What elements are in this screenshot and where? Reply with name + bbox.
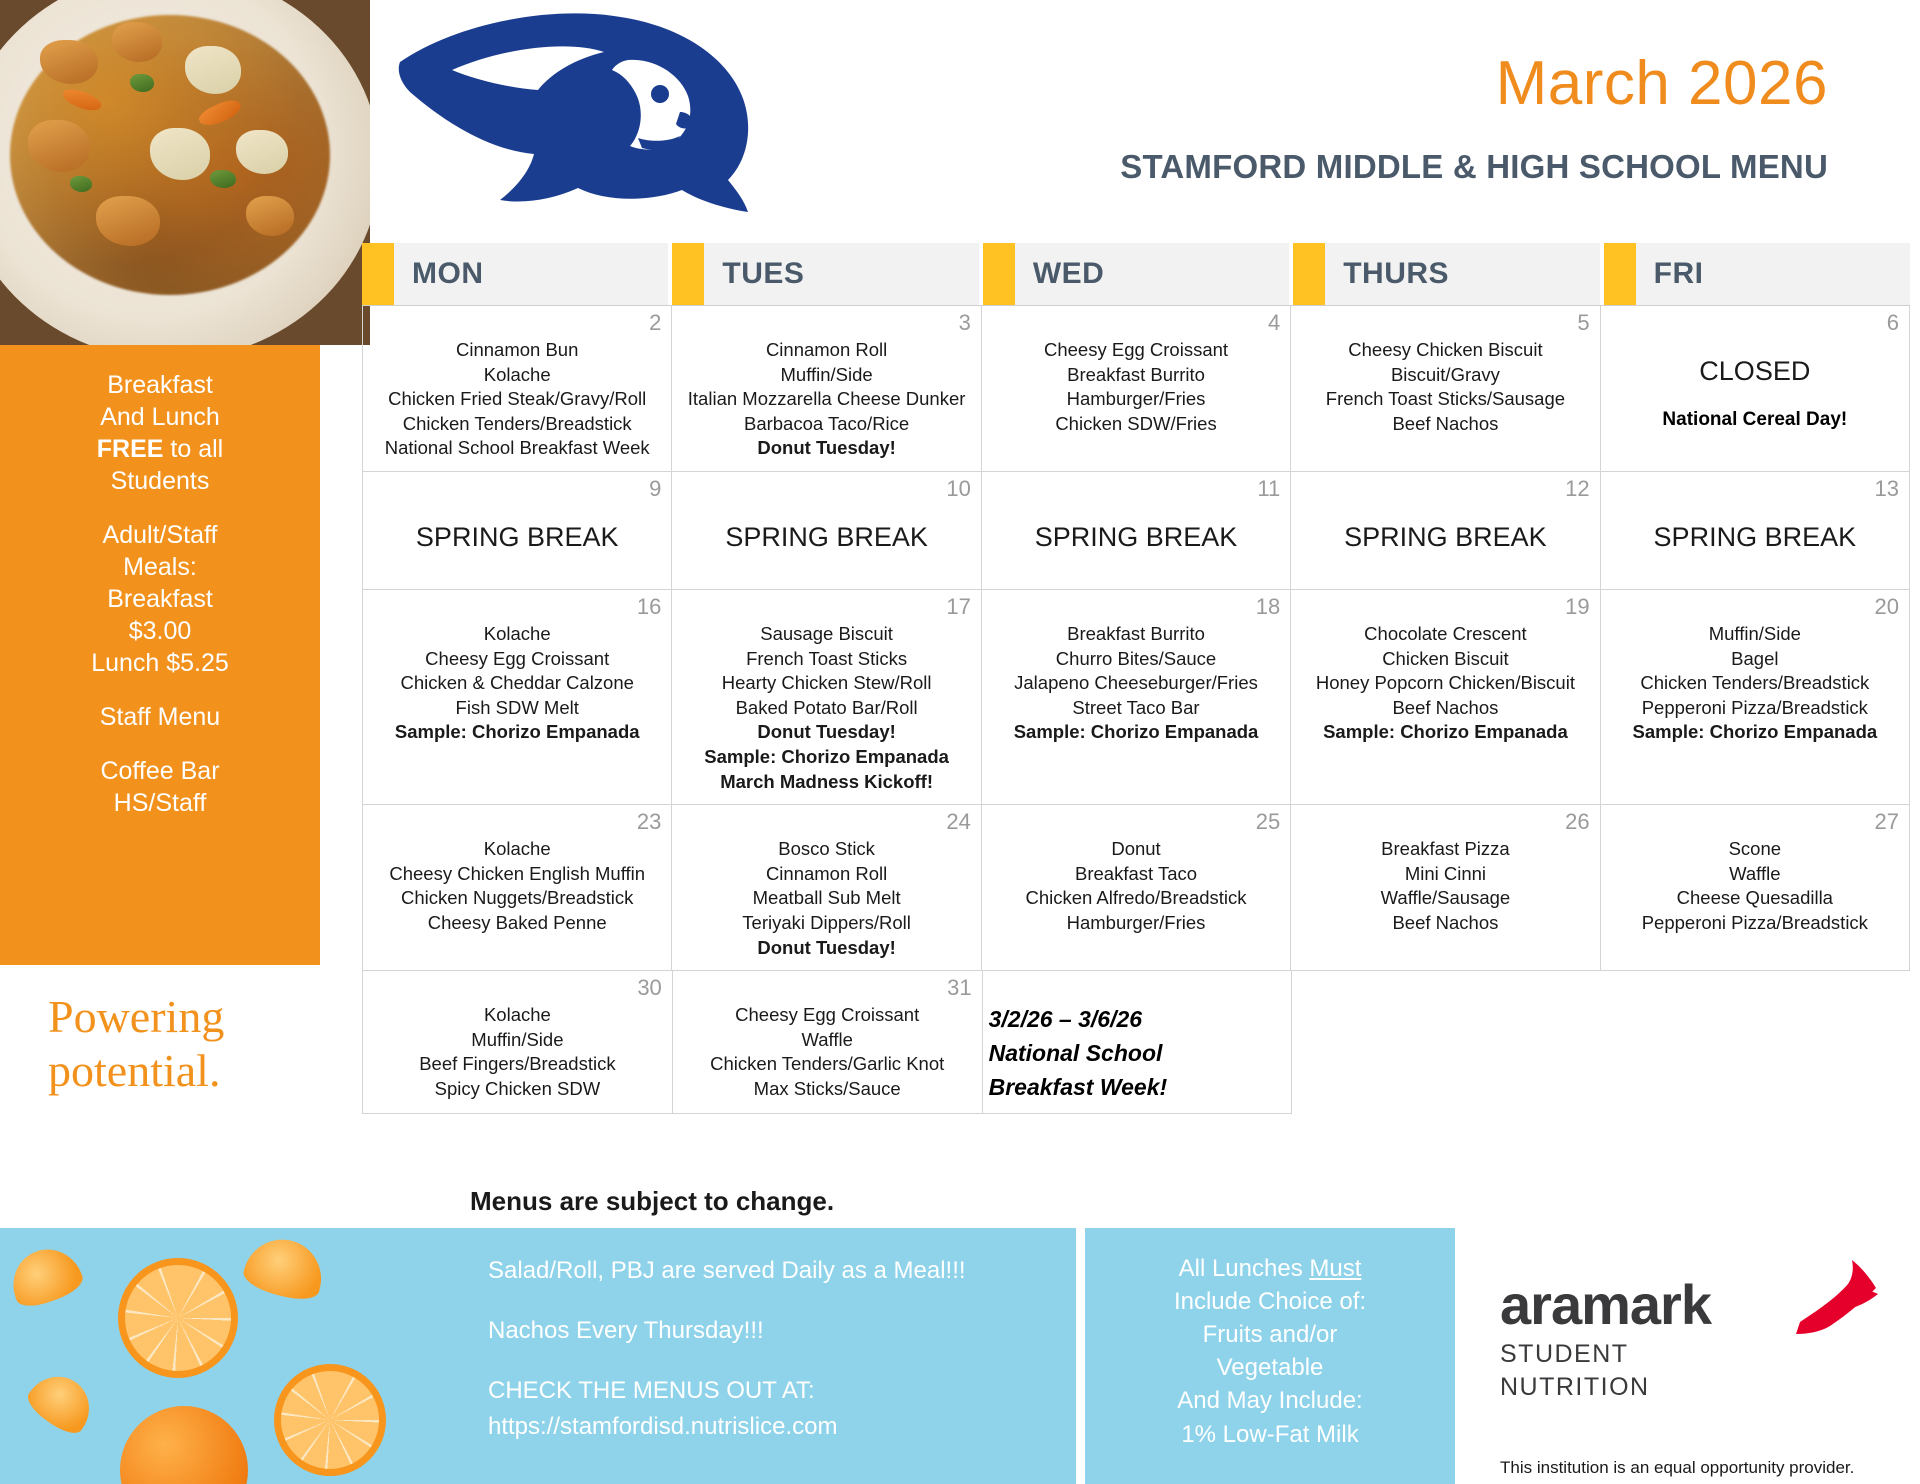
menu-item: Chicken Tenders/Breadstick xyxy=(402,412,632,434)
calendar-day-number: 16 xyxy=(636,593,662,619)
calendar-cell-day-12 xyxy=(1291,472,1600,590)
day-header-label: MON xyxy=(412,257,484,290)
staff-menu-block xyxy=(0,701,320,733)
calendar-week-row xyxy=(362,306,1910,472)
aramark-logo xyxy=(1500,1272,1900,1477)
menu-item: Sample: Chorizo Empanada xyxy=(1632,721,1878,743)
check-menus-note: CHECK THE MENUS OUT AT: xyxy=(488,1377,815,1404)
may-include-line: And May Include: xyxy=(1177,1387,1363,1415)
menu-item: Cheesy Egg Croissant xyxy=(1043,339,1229,360)
menu-item: Bagel xyxy=(1731,647,1779,669)
menu-item: Cinnamon Roll xyxy=(765,339,888,360)
sidebar-line-free xyxy=(0,433,320,465)
menu-item: Beef Nachos xyxy=(1392,911,1499,933)
menu-item: Beef Nachos xyxy=(1392,696,1499,718)
menu-item: Pepperoni Pizza/Breadstick xyxy=(1641,696,1868,718)
menu-item: Muffin/Side xyxy=(471,1028,564,1050)
menu-item: Jalapeno Cheeseburger/Fries xyxy=(1014,672,1258,694)
menu-item-list xyxy=(1607,622,1903,745)
citrus-photo xyxy=(0,1228,456,1484)
calendar-day-number: 11 xyxy=(1257,475,1281,501)
food-bit xyxy=(130,74,154,92)
menu-item: Donut Tuesday! xyxy=(757,437,896,459)
menu-item-list xyxy=(369,837,665,935)
day-header-label: WED xyxy=(1032,257,1105,290)
calendar-day-number: 4 xyxy=(1267,310,1281,335)
orange-slice xyxy=(118,1258,238,1378)
aramark-sub-student: STUDENT xyxy=(1500,1340,1629,1368)
coffee-bar-label: Coffee Bar xyxy=(100,757,220,785)
menu-item: Sample: Chorizo Empanada xyxy=(704,745,949,767)
menu-item: Breakfast Burrito xyxy=(1067,363,1205,385)
include-choice-line: Include Choice of: xyxy=(1173,1288,1367,1316)
calendar-cell-day-25 xyxy=(982,805,1291,971)
menu-item-list xyxy=(678,622,974,794)
menu-item: Sample: Chorizo Empanada xyxy=(394,721,640,743)
menu-item: Kolache xyxy=(483,838,551,860)
calendar-cell-day-23 xyxy=(362,805,672,971)
menu-item: Waffle/Sausage xyxy=(1380,887,1511,909)
aramark-sub-nutrition: NUTRITION xyxy=(1500,1373,1650,1402)
calendar-cell-day-20 xyxy=(1601,590,1910,805)
calendar-cell-empty xyxy=(1601,971,1910,1114)
orange-slice xyxy=(274,1364,386,1476)
menu-item: Cheese Quesadilla xyxy=(1676,887,1833,909)
calendar-cell-day-2 xyxy=(362,306,672,472)
menu-item: Kolache xyxy=(483,363,551,385)
food-bit xyxy=(70,176,92,192)
menu-item: Biscuit/Gravy xyxy=(1390,363,1500,385)
calendar-cell-empty xyxy=(1292,971,1601,1114)
calendar-cell-day-16 xyxy=(362,590,672,805)
menu-item-list xyxy=(679,1003,976,1101)
calendar-day-header-fri xyxy=(1604,243,1910,305)
menu-item: Cheesy Egg Croissant xyxy=(425,647,610,669)
menu-item: Beef Fingers/Breadstick xyxy=(419,1053,616,1075)
menu-item: Italian Mozzarella Cheese Dunker xyxy=(687,388,966,410)
milk-line: 1% Low-Fat Milk xyxy=(1181,1420,1359,1448)
spring-break-label: SPRING BREAK xyxy=(725,521,928,552)
menu-item: Sausage Biscuit xyxy=(760,622,893,644)
calendar-cell-day-13 xyxy=(1601,472,1910,590)
spring-break-label: SPRING BREAK xyxy=(1344,521,1547,552)
menu-item: Barbacoa Taco/Rice xyxy=(743,412,910,434)
menu-item: Street Taco Bar xyxy=(1072,696,1200,718)
day-header-label: FRI xyxy=(1653,257,1704,290)
calendar-day-header-wed xyxy=(983,243,1289,305)
menu-calendar xyxy=(362,243,1910,1114)
page-title-month: March 2026 xyxy=(1495,49,1828,118)
nachos-note: Nachos Every Thursday!!! xyxy=(488,1317,764,1344)
menu-item: Chicken Tenders/Breadstick xyxy=(1640,672,1870,694)
sidebar-line-students: Students xyxy=(110,467,210,495)
free-rest: to all xyxy=(163,435,224,463)
day-header-accent-tab xyxy=(983,243,1015,305)
powering-potential-tagline xyxy=(48,990,224,1099)
calendar-week-row xyxy=(362,590,1910,805)
calendar-day-number: 25 xyxy=(1255,809,1281,835)
calendar-cell-day-31 xyxy=(673,971,983,1114)
menu-item: Kolache xyxy=(483,1004,551,1026)
menu-item-list xyxy=(678,338,974,461)
calendar-day-number: 19 xyxy=(1565,593,1590,619)
calendar-day-number: 31 xyxy=(947,975,972,1001)
calendar-cell-day-19 xyxy=(1291,590,1600,805)
calendar-day-number: 9 xyxy=(649,475,662,501)
menu-item: Chicken & Cheddar Calzone xyxy=(400,672,634,694)
menu-item: National School Breakfast Week xyxy=(384,437,650,459)
calendar-header-row xyxy=(362,243,1910,305)
lunch-price: Lunch $5.25 xyxy=(91,649,229,677)
menu-item: Cinnamon Roll xyxy=(765,862,888,884)
spring-break-label: SPRING BREAK xyxy=(1034,521,1238,552)
menu-item: Chicken Alfredo/Breadstick xyxy=(1025,887,1247,909)
menu-item: Teriyaki Dippers/Roll xyxy=(742,911,911,933)
coffee-bar-block xyxy=(0,755,320,819)
menu-item: Waffle xyxy=(801,1028,853,1050)
calendar-cell-day-3 xyxy=(672,306,981,472)
menu-item: Chicken Biscuit xyxy=(1382,647,1509,669)
menu-item: Bosco Stick xyxy=(778,838,875,860)
note-line: National School xyxy=(988,1039,1163,1066)
day-header-label: THURS xyxy=(1343,257,1450,290)
menu-item: Chocolate Crescent xyxy=(1364,622,1527,644)
aramark-wordmark: aramark xyxy=(1500,1273,1711,1336)
day-header-accent-tab xyxy=(1293,243,1325,305)
day-header-accent-tab xyxy=(362,243,394,305)
food-photo xyxy=(0,0,370,345)
menu-item-list xyxy=(1297,338,1593,436)
menu-item: Max Sticks/Sauce xyxy=(753,1077,901,1099)
menu-item: Beef Nachos xyxy=(1392,412,1499,434)
calendar-week-row xyxy=(362,805,1910,971)
menu-item-list xyxy=(1607,837,1903,935)
menu-item: Cinnamon Bun xyxy=(456,339,579,360)
note-line: Breakfast Week! xyxy=(988,1073,1168,1100)
menu-item: Donut Tuesday! xyxy=(757,936,896,958)
calendar-cell-note xyxy=(983,971,1293,1114)
menu-item: Pepperoni Pizza/Breadstick xyxy=(1641,911,1868,933)
aramark-star-icon xyxy=(1792,1258,1884,1341)
calendar-cell-day-24 xyxy=(672,805,981,971)
all-lunches-line xyxy=(1085,1252,1455,1285)
menu-item: Baked Potato Bar/Roll xyxy=(735,696,918,718)
calendar-day-header-tues xyxy=(672,243,978,305)
calendar-cell-day-30 xyxy=(362,971,673,1114)
menu-item-list xyxy=(988,622,1284,745)
menu-item: Spicy Chicken SDW xyxy=(434,1077,601,1099)
menu-item-list xyxy=(988,837,1284,935)
menu-item: Breakfast Burrito xyxy=(1067,622,1205,644)
equal-opportunity-statement: This institution is an equal opportunity provider. xyxy=(1500,1458,1855,1477)
calendar-cell-day-11 xyxy=(982,472,1291,590)
all-lunches-text: All Lunches xyxy=(1178,1255,1310,1282)
menu-item: French Toast Sticks/Sausage xyxy=(1325,388,1566,410)
menu-item: Chicken Fried Steak/Gravy/Roll xyxy=(388,388,647,410)
free-meals-block xyxy=(0,369,320,497)
calendar-cell-day-9 xyxy=(362,472,672,590)
closed-label: CLOSED xyxy=(1699,356,1811,386)
bulldog-mascot-logo xyxy=(392,0,862,235)
calendar-day-number: 18 xyxy=(1255,593,1281,619)
menu-item: Chicken Nuggets/Breadstick xyxy=(401,887,634,909)
menu-item: Chicken SDW/Fries xyxy=(1055,412,1217,434)
calendar-day-header-mon xyxy=(362,243,668,305)
coffee-bar-audience: HS/Staff xyxy=(113,789,207,817)
orange-segment xyxy=(3,1240,87,1313)
calendar-day-number: 24 xyxy=(946,809,971,835)
day-header-label: TUES xyxy=(722,257,805,290)
vegetable-line: Vegetable xyxy=(1216,1354,1324,1382)
daily-offerings-box xyxy=(456,1228,1076,1484)
calendar-day-number: 30 xyxy=(637,975,662,1001)
calendar-day-number: 20 xyxy=(1874,593,1900,619)
menu-item: Cheesy Chicken English Muffin xyxy=(389,862,646,884)
fruits-line: Fruits and/or xyxy=(1202,1321,1338,1349)
menu-item: Cheesy Baked Penne xyxy=(427,911,607,933)
menu-item: Donut Tuesday! xyxy=(757,721,896,743)
orange-segment xyxy=(240,1231,330,1305)
closed-sub-label: National Cereal Day! xyxy=(1662,409,1848,430)
calendar-day-number: 10 xyxy=(946,475,971,501)
menu-item: Kolache xyxy=(483,622,551,644)
menu-item: Breakfast Taco xyxy=(1075,862,1198,884)
menu-item-list xyxy=(988,338,1284,436)
menu-item: Hamburger/Fries xyxy=(1066,388,1206,410)
tagline-line-2: potential. xyxy=(48,1045,221,1097)
menu-item: Fish SDW Melt xyxy=(455,696,579,718)
calendar-cell-day-6 xyxy=(1601,306,1910,472)
menu-item: Waffle xyxy=(1729,862,1781,884)
salad-pbj-note: Salad/Roll, PBJ are served Daily as a Meal!!! xyxy=(488,1257,966,1284)
menu-item-list xyxy=(369,622,665,745)
day-header-accent-tab xyxy=(672,243,704,305)
breakfast-price: $3.00 xyxy=(128,617,192,645)
calendar-day-number: 12 xyxy=(1565,475,1590,501)
menu-item: Muffin/Side xyxy=(780,363,873,385)
breakfast-label: Breakfast xyxy=(107,585,213,613)
calendar-body xyxy=(362,305,1910,1114)
calendar-day-number: 27 xyxy=(1874,809,1900,835)
sidebar-line-and-lunch: And Lunch xyxy=(100,403,220,431)
calendar-day-number: 2 xyxy=(649,310,662,335)
menu-item: Breakfast Pizza xyxy=(1381,838,1510,860)
menu-item: Hamburger/Fries xyxy=(1066,911,1206,933)
calendar-day-number: 23 xyxy=(636,809,662,835)
day-header-accent-tab xyxy=(1604,243,1636,305)
menu-item: Muffin/Side xyxy=(1708,622,1801,644)
adult-staff-label: Adult/Staff xyxy=(102,521,218,549)
free-emphasis: FREE xyxy=(96,435,164,463)
menus-url-link[interactable]: https://stamfordisd.nutrislice.com xyxy=(488,1413,838,1440)
spring-break-label: SPRING BREAK xyxy=(1653,521,1857,552)
menu-item: March Madness Kickoff! xyxy=(720,770,933,792)
menu-item-list xyxy=(1297,622,1593,745)
menu-item: Chicken Tenders/Garlic Knot xyxy=(710,1053,945,1075)
menu-item: Donut xyxy=(1111,838,1161,860)
spring-break-label: SPRING BREAK xyxy=(415,521,619,552)
calendar-cell-day-26 xyxy=(1291,805,1600,971)
orange-segment xyxy=(22,1364,102,1440)
lunch-requirements-box xyxy=(1085,1228,1455,1484)
calendar-week-row xyxy=(362,971,1910,1114)
menu-item: Sample: Chorizo Empanada xyxy=(1323,721,1568,743)
calendar-cell-day-27 xyxy=(1601,805,1910,971)
menu-item: Scone xyxy=(1728,838,1782,860)
tagline-line-1: Powering xyxy=(48,991,225,1042)
menu-item: Cheesy Chicken Biscuit xyxy=(1348,339,1543,360)
calendar-day-number: 13 xyxy=(1874,475,1900,501)
must-underlined: Must xyxy=(1309,1255,1362,1282)
note-line: 3/2/26 – 3/6/26 xyxy=(988,1006,1143,1033)
menu-item-list xyxy=(1297,837,1593,935)
menu-item: Honey Popcorn Chicken/Biscuit xyxy=(1315,672,1575,694)
orange-whole xyxy=(120,1406,248,1484)
calendar-cell-day-17 xyxy=(672,590,981,805)
menu-item: Sample: Chorizo Empanada xyxy=(1013,721,1259,743)
menu-item-list xyxy=(678,837,974,960)
calendar-day-number: 5 xyxy=(1577,310,1590,335)
menu-item: Meatball Sub Melt xyxy=(752,887,901,909)
info-sidebar xyxy=(0,345,320,965)
calendar-cell-day-18 xyxy=(982,590,1291,805)
menu-item-list xyxy=(369,1003,666,1101)
calendar-cell-day-5 xyxy=(1291,306,1600,472)
calendar-day-number: 17 xyxy=(946,593,971,619)
menu-item: French Toast Sticks xyxy=(746,647,908,669)
calendar-week-row xyxy=(362,472,1910,590)
page-title-school: STAMFORD MIDDLE & HIGH SCHOOL MENU xyxy=(1120,148,1828,185)
calendar-day-header-thurs xyxy=(1293,243,1599,305)
menu-item: Hearty Chicken Stew/Roll xyxy=(721,672,932,694)
menu-item-list xyxy=(369,338,665,461)
calendar-day-number: 3 xyxy=(958,310,971,335)
menu-item: Cheesy Egg Croissant xyxy=(735,1004,920,1026)
menu-item: Mini Cinni xyxy=(1404,862,1487,884)
calendar-day-number: 26 xyxy=(1565,809,1590,835)
calendar-day-number: 6 xyxy=(1886,310,1900,335)
meals-label: Meals: xyxy=(123,553,197,581)
calendar-cell-day-10 xyxy=(672,472,981,590)
staff-menu-label: Staff Menu xyxy=(99,703,221,731)
adult-staff-prices-block xyxy=(0,519,320,679)
food-bit xyxy=(210,170,236,188)
menus-subject-to-change-note: Menus are subject to change. xyxy=(470,1186,835,1216)
calendar-cell-day-4 xyxy=(982,306,1291,472)
menu-item: Churro Bites/Sauce xyxy=(1055,647,1217,669)
sidebar-line-breakfast: Breakfast xyxy=(107,371,213,399)
